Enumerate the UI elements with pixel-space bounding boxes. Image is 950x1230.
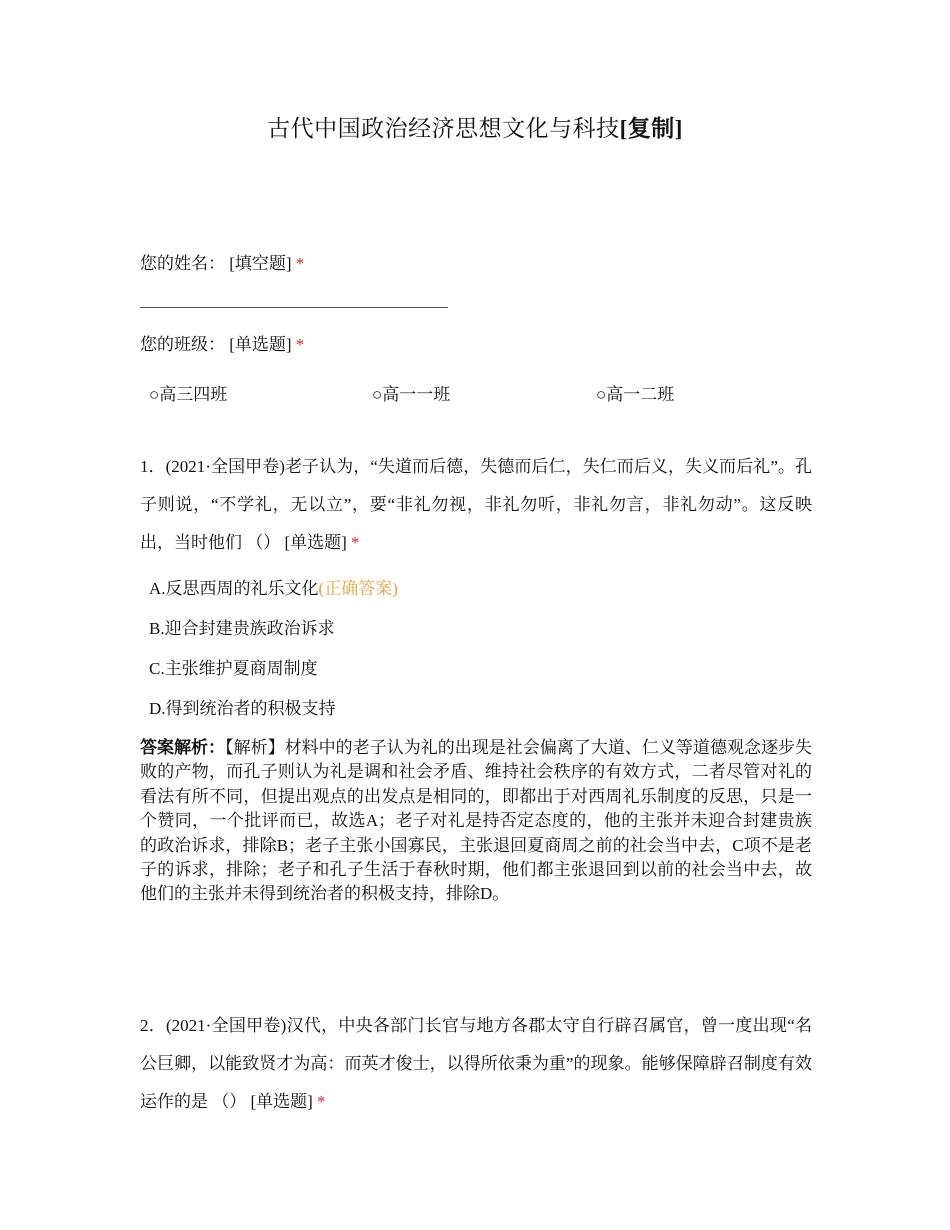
required-star: *: [316, 1092, 326, 1111]
question-1-text: 1．(2021·全国甲卷)老子认为，“失道而后德，失德而后仁，失仁而后义，失义而后礼”。孔子则说，“不学礼，无以立”，要“非礼勿视，非礼勿听，非礼勿言，非礼勿动”。这反映出，当时他们 （）: [140, 457, 812, 552]
name-question-type: [填空题]: [229, 254, 292, 273]
analysis-label: 答案解析：: [140, 738, 226, 757]
correct-answer-mark: (正确答案): [318, 579, 398, 598]
required-star: *: [295, 335, 305, 354]
class-option-radio[interactable]: ○高一一班: [372, 385, 451, 404]
q1-option-b[interactable]: [149, 617, 335, 641]
question-1-type: [单选题]: [284, 533, 347, 552]
analysis-text: 【解析】材料中的老子认为礼的出现是社会偏离了大道、仁义等道德观念逐步失败的产物，而孔子则认为礼是调和社会矛盾、维持社会秩序的有效方式，二者尽管对礼的看法有所不同，但提出观点的出发点是相同的，即都出于对西周礼乐制度的反思，只是一个赞同，一个批评而已，故选A；老子对礼是持否定态度的，他的主张并未迎合封建贵族的政治诉求，排除B；老子主张小国寡民，主张退回夏商周之前的社会当中去，C项不是老子的诉求，排除；老子和孔子生活于春秋时期，他们都主张退回到以前的社会当中去，故他们的主张并未得到统治者的积极支持，排除D。: [140, 738, 813, 904]
required-star: *: [295, 254, 305, 273]
class-question-label: 您的班级：: [140, 335, 225, 354]
class-question-type: [单选题]: [229, 335, 292, 354]
class-options: [0, 380, 950, 404]
title-copy-tag: [复制]: [619, 116, 683, 141]
title-main: 古代中国政治经济思想文化与科技: [267, 116, 620, 141]
name-input-line[interactable]: [140, 307, 448, 308]
question-2-text: 2．(2021·全国甲卷)汉代，中央各部门长官与地方各郡太守自行辟召属官，曾一度出现“名公巨卿，以能致贤才为高：而英才俊士，以得所依秉为重”的现象。能够保障辟召制度有效运作的是 （）: [140, 1016, 812, 1111]
q1-option-c-label: C.主张维护夏商周制度: [149, 659, 318, 678]
required-star: *: [350, 533, 360, 552]
q1-answer-analysis: [140, 736, 812, 907]
q1-option-a[interactable]: [149, 577, 398, 601]
q1-option-d[interactable]: [149, 697, 336, 721]
class-option-radio[interactable]: ○高三四班: [149, 385, 228, 404]
name-question-label: 您的姓名：: [140, 254, 225, 273]
name-question: [140, 252, 304, 276]
question-1: [140, 448, 812, 562]
q1-option-a-label: A.反思西周的礼乐文化: [149, 579, 319, 598]
class-question: [140, 333, 304, 357]
page-title: [0, 110, 950, 143]
question-2: [140, 1007, 812, 1121]
class-option-radio[interactable]: ○高一二班: [596, 385, 675, 404]
q1-option-c[interactable]: [149, 657, 318, 681]
q1-option-b-label: B.迎合封建贵族政治诉求: [149, 619, 335, 638]
q1-option-d-label: D.得到统治者的积极支持: [149, 699, 336, 718]
question-2-type: [单选题]: [250, 1092, 313, 1111]
